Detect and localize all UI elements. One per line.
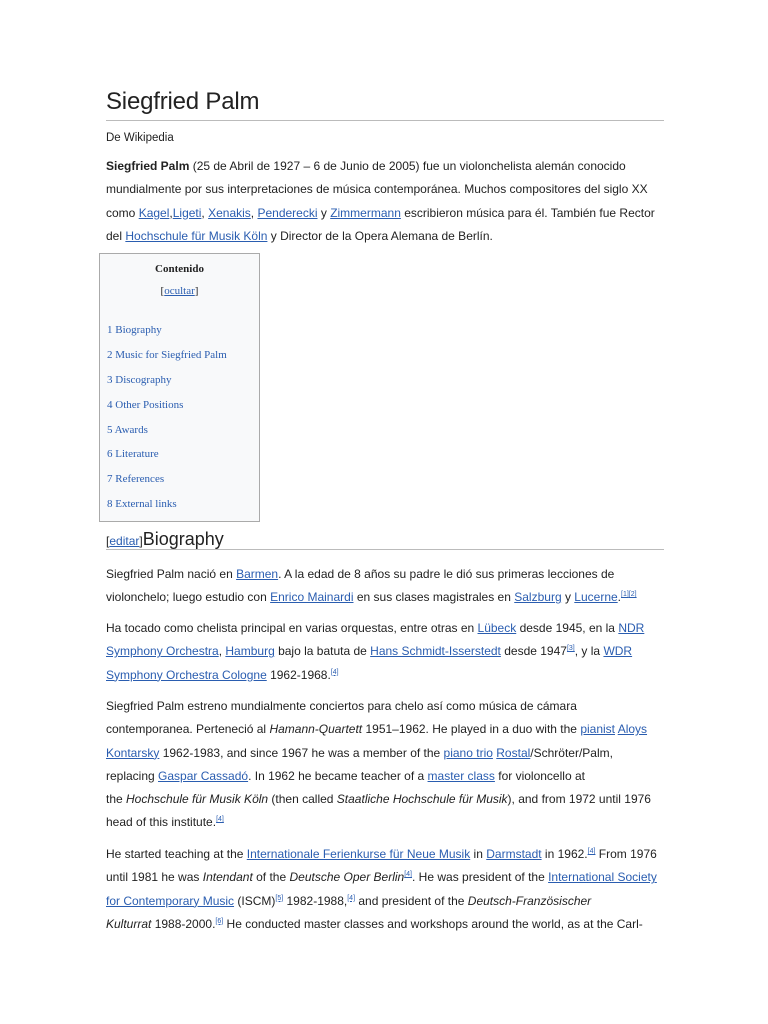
link-internationale-ferienkurse[interactable]: Internationale Ferienkurse für Neue Musik xyxy=(246,847,471,861)
link-lubeck[interactable]: Lübeck xyxy=(477,621,517,635)
link-ligeti[interactable]: Ligeti xyxy=(172,205,202,220)
link-rostal[interactable]: Rostal xyxy=(496,745,531,760)
toc-item-other-positions[interactable]: 4 Other Positions xyxy=(107,398,184,411)
link-enrico-mainardi[interactable]: Enrico Mainardi xyxy=(270,590,354,605)
ref-5[interactable]: [5] xyxy=(275,894,284,902)
link-hamburg[interactable]: Hamburg xyxy=(225,644,275,659)
title-divider xyxy=(106,120,664,121)
link-master-class[interactable]: master class xyxy=(427,768,495,783)
link-pianist[interactable]: pianist xyxy=(580,722,616,737)
link-ndr[interactable]: NDR xyxy=(618,621,645,635)
toc-item-external-links[interactable]: 8 External links xyxy=(107,498,177,511)
biography-paragraph-1: Siegfried Palm nació en Barmen. A la edad de 8 años su padre le dió sus primeras lecciones de violonchelo; luego estudio con Enrico Mainardi en sus clases magistrales en Salzburg y Lucerne.[1][2] xyxy=(106,567,637,605)
ref-6[interactable]: [6] xyxy=(215,917,224,925)
source-tagline: De Wikipedia xyxy=(106,132,174,144)
biography-paragraph-4: He started teaching at the Internationale Ferienkurse für Neue Musik in Darmstadt in 1962.[4] From 1976 until 1981 he was Intendant of the Deutsche Oper Berlin[4]. He was president of the International Society for Contemporary Music (ISCM)[5] 1982-1988,[4] and president of the Deutsch-Französischer Kulturrat 1988-2000.[6] He conducted master classes and workshops around the world, as at the Carl- xyxy=(106,847,657,931)
link-salzburg[interactable]: Salzburg xyxy=(514,590,562,605)
ref-4[interactable]: [4] xyxy=(330,668,339,676)
link-penderecki[interactable]: Penderecki xyxy=(257,205,318,220)
link-ndr-symphony[interactable]: Symphony Orchestra xyxy=(106,644,219,659)
ref-4[interactable]: [4] xyxy=(216,816,224,824)
ref-3[interactable]: [3] xyxy=(566,645,575,653)
toc-item-biography[interactable]: 1 Biography xyxy=(107,324,162,336)
link-hans-schmidt-isserstedt[interactable]: Hans Schmidt-Isserstedt xyxy=(370,644,501,659)
link-kontarsky[interactable]: Kontarsky xyxy=(106,745,160,760)
section-heading-text: Biography xyxy=(142,529,224,549)
ref-4[interactable]: [4] xyxy=(347,894,356,902)
ref-4[interactable]: [4] xyxy=(404,871,413,879)
edit-section-link[interactable]: editar xyxy=(109,534,140,548)
ref-4[interactable]: [4] xyxy=(587,848,596,855)
toc-hide-toggle: [ocultar] xyxy=(160,285,199,297)
toc-item-literature[interactable]: 6 Literature xyxy=(107,448,159,461)
link-hochschule-koln[interactable]: Hochschule für Musik Köln xyxy=(125,228,268,243)
toc-hide-link[interactable]: ocultar xyxy=(164,285,195,297)
link-piano-trio[interactable]: piano trio xyxy=(443,745,493,760)
intro-paragraph: Siegfried Palm (25 de Abril de 1927 – 6 de Junio de 2005) fue un violonchelista alemán conocido mundialmente por sus interpretaciones de música contemporánea. Muchos compositores del siglo XX como Kagel,Ligeti, Xenakis, Penderecki y Zimmermann escribieron música para él. También fue Rector del Hochschule für Musik Köln y Director de la Opera Alemana de Berlín. xyxy=(106,159,655,243)
link-wdr[interactable]: WDR xyxy=(603,644,633,659)
biography-paragraph-3: Siegfried Palm estreno mundialmente conciertos para chelo así como música de cámara contemporanea. Perteneció al Hamann-Quartett 1951–1962. He played in a duo with the pianist Aloys Kontarsky 1962-1983, and since 1967 he was a member of the piano trio Rostal/Schröter/Palm, replacing Gaspar Cassadó. In 1962 he became teacher of a master class for violoncello at the Hochschule für Musik Köln (then called Staatliche Hochschule für Musik), and from 1972 until 1976 head of this institute.[4] xyxy=(106,699,651,830)
link-darmstadt[interactable]: Darmstadt xyxy=(486,847,542,861)
link-wdr-symphony[interactable]: Symphony Orchestra Cologne xyxy=(106,667,267,682)
link-barmen[interactable]: Barmen xyxy=(236,567,279,581)
ref-2[interactable]: [2] xyxy=(628,591,637,599)
link-lucerne[interactable]: Lucerne xyxy=(574,590,618,605)
page-title: Siegfried Palm xyxy=(106,88,260,115)
toc-item-music[interactable]: 2 Music for Siegfried Palm xyxy=(107,348,227,361)
toc-title: Contenido xyxy=(155,263,204,275)
ref-1[interactable]: [1] xyxy=(621,591,629,599)
toc-list xyxy=(107,324,227,523)
link-zimmermann[interactable]: Zimmermann xyxy=(330,205,401,220)
toc-item-awards[interactable]: 5 Awards xyxy=(107,423,148,436)
toc-item-references[interactable]: 7 References xyxy=(107,473,165,486)
link-iscm-2[interactable]: for Contemporary Music xyxy=(106,893,235,908)
biography-paragraph-2: Ha tocado como chelista principal en varias orquestas, entre otras en Lübeck desde 1945, en la NDR Symphony Orchestra, Hamburg bajo la batuta de Hans Schmidt-Isserstedt desde 1947[3], y la WDR Symphony Orchestra Cologne 1962-1968.[4] xyxy=(106,621,645,682)
link-aloys[interactable]: Aloys xyxy=(617,722,648,737)
section-divider xyxy=(106,549,664,550)
link-xenakis[interactable]: Xenakis xyxy=(208,205,251,220)
section-heading-biography: [editar]Biography xyxy=(106,529,224,549)
link-kagel[interactable]: Kagel xyxy=(138,205,170,220)
link-iscm[interactable]: International Society xyxy=(548,870,657,885)
table-of-contents xyxy=(99,253,260,522)
link-gaspar-cassado[interactable]: Gaspar Cassadó xyxy=(158,768,249,783)
subject-name: Siegfried Palm xyxy=(106,159,190,173)
toc-item-discography[interactable]: 3 Discography xyxy=(107,373,172,386)
